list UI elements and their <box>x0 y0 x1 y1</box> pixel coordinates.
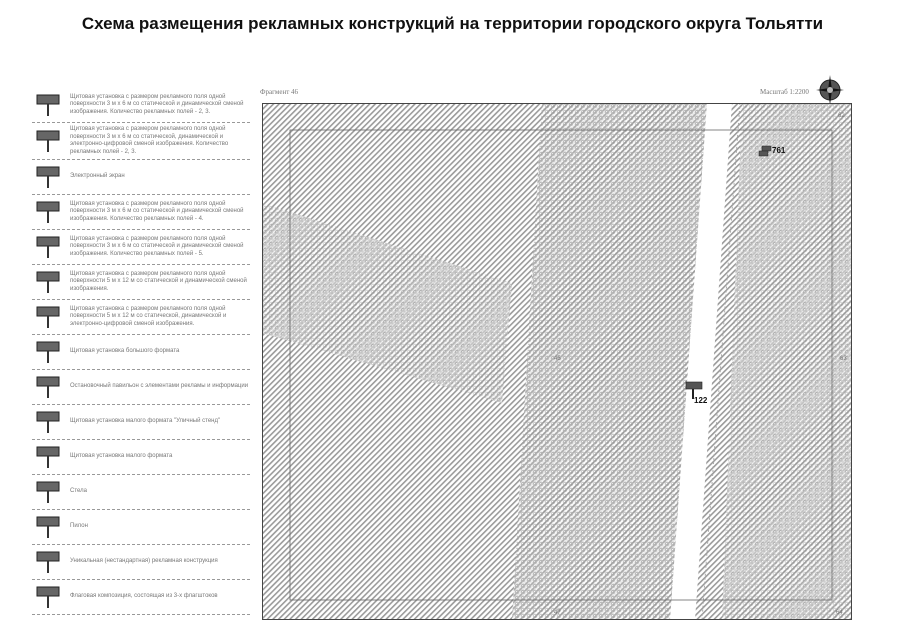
large-format-billboard-icon <box>32 340 64 364</box>
neighbor-fragment-bottom-right[interactable]: 64 <box>836 610 843 616</box>
small-billboard-icon <box>32 445 64 469</box>
legend-text: Остановочный павильон с элементами рекламы и информации <box>70 383 249 390</box>
legend-text: Щитовая установка с размером рекламного поля одной поверхности 3 м х 6 м со статической, динамической и электронно-цифровой сменой изображения. Количество рекламных полей - 2, 3. <box>70 126 229 155</box>
electronic-screen-icon <box>32 165 64 189</box>
billboard-digital-icon <box>32 129 64 153</box>
legend <box>32 88 250 615</box>
legend-text: Щитовая установка малого формата "Уличный стенд" <box>70 418 221 425</box>
legend-item <box>32 195 250 230</box>
legend-item <box>32 440 250 475</box>
legend-text: Электронный экран <box>70 173 125 180</box>
legend-text: Флаговая композиция, состоящая из 3-х флагштоков <box>70 593 218 600</box>
legend-item <box>32 405 250 440</box>
legend-item <box>32 230 250 265</box>
legend-item <box>32 475 250 510</box>
neighbor-fragment-right[interactable]: 63 <box>840 356 847 362</box>
legend-item <box>32 545 250 580</box>
billboard-large-digital-icon <box>32 305 64 329</box>
legend-text: Щитовая установка с размером рекламного поля одной поверхности 3 м х 6 м со статической и динамической сменой изображения. Количество рекламных полей - 5. <box>70 235 244 257</box>
legend-text: Щитовая установка малого формата <box>70 453 173 460</box>
unique-construction-icon <box>32 550 64 574</box>
flag-composition-icon <box>32 585 64 609</box>
legend-item <box>32 300 250 335</box>
legend-text: Пилон <box>70 523 88 530</box>
legend-item <box>32 160 250 195</box>
legend-text: Щитовая установка с размером рекламного поля одной поверхности 5 м х 12 м со статической и динамической сменой изображения. <box>70 270 247 292</box>
legend-item <box>32 370 250 405</box>
pylon-icon <box>32 515 64 539</box>
ad-marker-761[interactable] <box>759 146 786 156</box>
street-stand-icon <box>32 410 64 434</box>
marker-label: 761 <box>772 146 786 155</box>
legend-text: Щитовая установка большого формата <box>70 348 180 355</box>
marker-label: 122 <box>694 396 708 405</box>
billboard-large-icon <box>32 270 64 294</box>
billboard-4-fields-icon <box>32 200 64 224</box>
fragment-label: Фрагмент 46 <box>260 88 299 96</box>
legend-item <box>32 88 250 123</box>
map-fragment[interactable] <box>262 103 852 620</box>
legend-item <box>32 123 250 160</box>
legend-text: Уникальная (нестандартная) рекламная конструкция <box>70 558 218 565</box>
legend-text: Стела <box>70 488 87 495</box>
stele-icon <box>32 480 64 504</box>
billboard-icon <box>32 93 64 117</box>
billboard-5-fields-icon <box>32 235 64 259</box>
bus-stop-pavilion-icon <box>32 375 64 399</box>
legend-text: Щитовая установка с размером рекламного поля одной поверхности 3 м х 6 м со статической и динамической сменой изображения. Количество рекламных полей - 4. <box>70 200 244 222</box>
scale-label: Масштаб 1:2200 <box>760 88 809 96</box>
legend-item <box>32 265 250 300</box>
legend-text: Щитовая установка с размером рекламного поля одной поверхности 5 м х 12 м со статической, динамической и электронно-цифровой сменой изображения. <box>70 305 227 327</box>
legend-text: Щитовая установка с размером рекламного поля одной поверхности 3 м х 6 м со статической и динамической сменой изображения. Количество рекламных полей - 2, 3. <box>70 93 244 115</box>
neighbor-fragment-top-right[interactable]: 62 <box>838 113 845 119</box>
legend-item <box>32 335 250 370</box>
page-title: Схема размещения рекламных конструкций на территории городского округа Тольятти <box>81 14 824 33</box>
neighbor-fragment-left[interactable]: 45 <box>554 356 561 362</box>
legend-item <box>32 580 250 615</box>
legend-item <box>32 510 250 545</box>
neighbor-fragment-bottom[interactable]: 47 <box>554 610 561 616</box>
